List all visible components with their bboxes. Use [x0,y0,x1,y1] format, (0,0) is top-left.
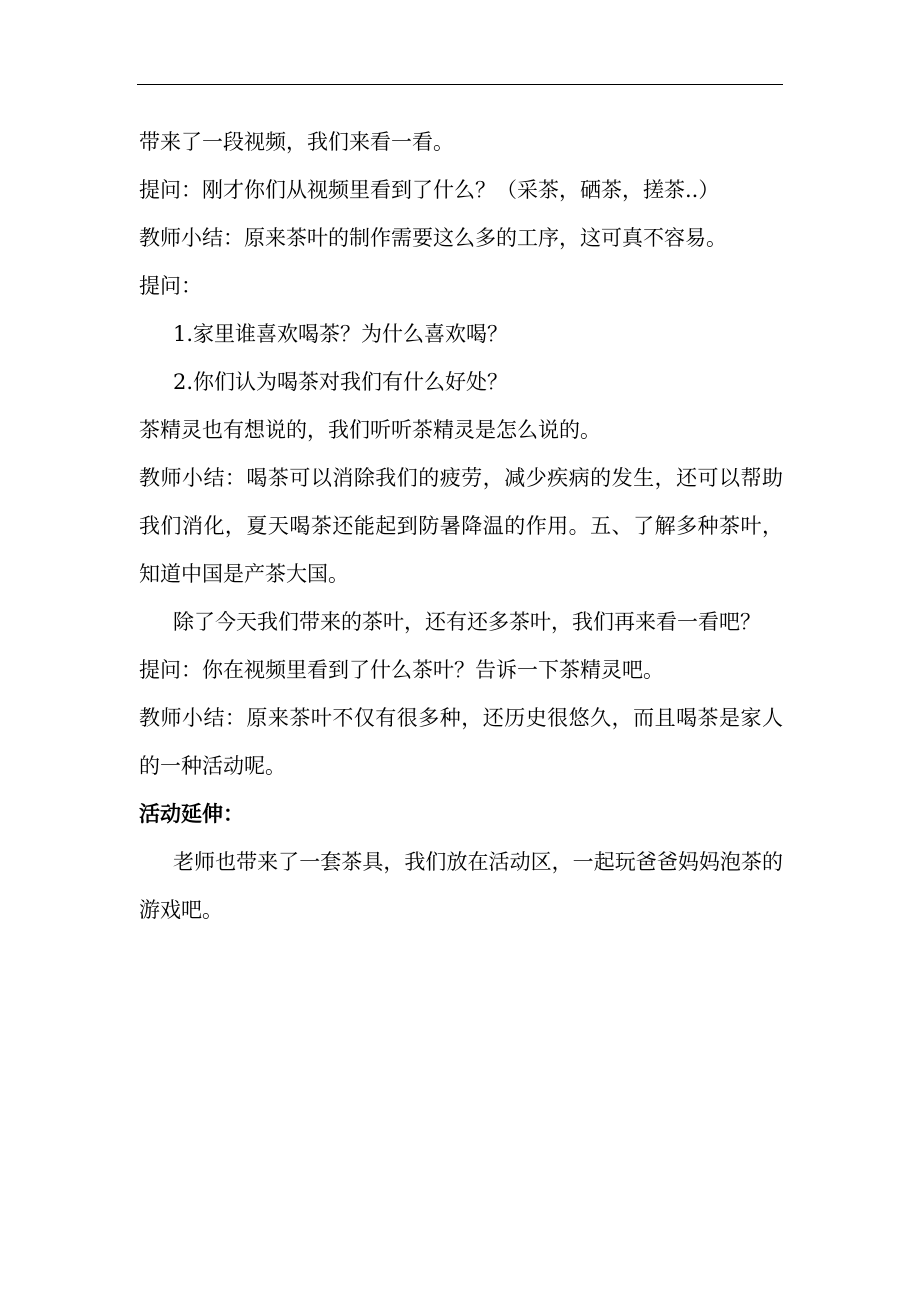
header-rule [137,84,783,85]
paragraph: 教师小结：原来茶叶不仅有很多种，还历史很悠久，而且喝茶是家人的一种活动呢。 [139,706,783,778]
paragraph: 茶精灵也有想说的，我们听听茶精灵是怎么说的。 [139,418,601,442]
paragraph: 教师小结：原来茶叶的制作需要这么多的工序，这可真不容易。 [139,226,727,250]
paragraph: 老师也带来了一套茶具，我们放在活动区，一起玩爸爸妈妈泡茶的游戏吧。 [139,850,783,922]
section-heading: 活动延伸： [139,802,244,826]
paragraph: 除了今天我们带来的茶叶，还有还多茶叶，我们再来看一看吧？ [173,610,761,634]
paragraph: 教师小结：喝茶可以消除我们的疲劳，减少疾病的发生，还可以帮助我们消化，夏天喝茶还能起到防暑降温的作用。五、了解多种茶叶，知道中国是产茶大国。 [139,466,783,586]
list-item: 1.家里谁喜欢喝茶？为什么喜欢喝？ [173,322,509,346]
paragraph: 提问：刚才你们从视频里看到了什么？（采茶，硒茶，搓茶..） [139,178,720,202]
paragraph: 提问：你在视频里看到了什么茶叶？告诉一下茶精灵吧。 [139,658,664,682]
paragraph: 带来了一段视频，我们来看一看。 [139,130,454,154]
list-item: 2.你们认为喝茶对我们有什么好处？ [173,370,509,394]
paragraph: 提问： [139,274,202,298]
document-body [139,118,783,934]
